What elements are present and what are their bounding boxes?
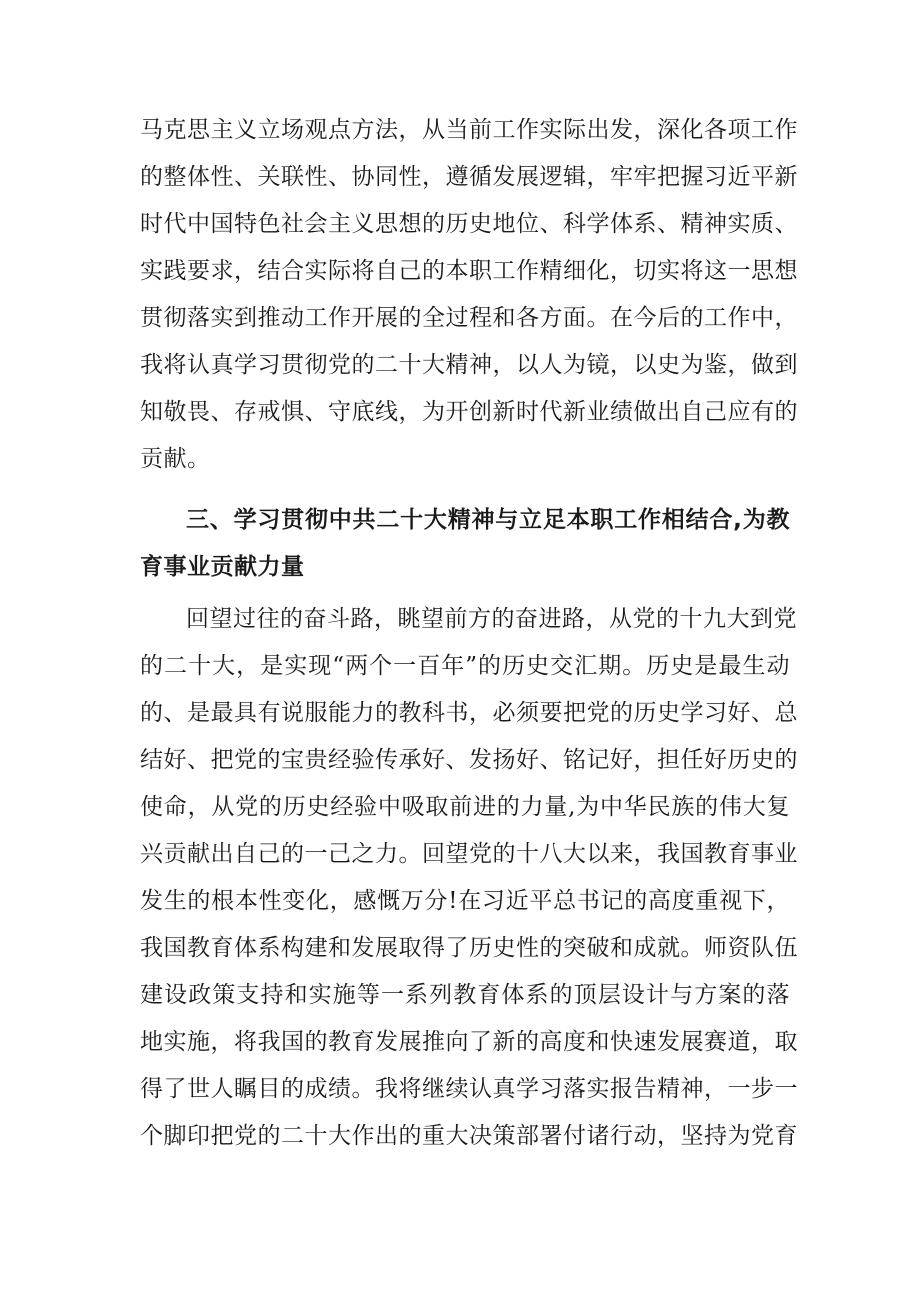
section-paragraph [140,596,798,1160]
paragraph-line: 结好、把党的宝贵经验传承好、发扬好、铭记好，担任好历史的 [140,747,798,773]
paragraph-line: 建设政策支持和实施等一系列教育体系的顶层设计与方案的落 [140,982,790,1008]
paragraph-line: 贯彻落实到推动工作开展的全过程和各方面。在今后的工作中， [140,305,798,331]
paragraph-line: 实践要求，结合实际将自己的本职工作精细化，切实将这一思想 [140,258,798,284]
paragraph-line: 的整体性、关联性、协同性，遵循发展逻辑，牢牢把握习近平新 [140,164,798,190]
paragraph-line: 使命，从党的历史经验中吸取前进的力量,为中华民族的伟大复 [140,794,790,820]
paragraph-continuation [140,107,798,483]
heading-line: 育事业贡献力量 [140,554,305,580]
paragraph-line: 我国教育体系构建和发展取得了历史性的突破和成就。师资队伍 [140,935,798,961]
paragraph-line: 时代中国特色社会主义思想的历史地位、科学体系、精神实质、 [140,211,798,237]
paragraph-line: 发生的根本性变化，感慨万分!在习近平总书记的高度重视下， [140,888,790,914]
paragraph-line: 马克思主义立场观点方法，从当前工作实际出发，深化各项工作 [140,117,798,143]
paragraph-line: 我将认真学习贯彻党的二十大精神，以人为镜，以史为鉴，做到 [140,352,798,378]
paragraph-line: 回望过往的奋斗路，眺望前方的奋进路，从党的十九大到党 [186,606,797,632]
paragraph-line: 个脚印把党的二十大作出的重大决策部署付诸行动，坚持为党育 [140,1123,798,1149]
paragraph-line: 的二十大，是实现“两个一百年”的历史交汇期。历史是最生动 [140,653,790,679]
paragraph-line: 的、是最具有说服能力的教科书，必须要把党的历史学习好、总 [140,700,798,726]
paragraph-line: 地实施，将我国的教育发展推向了新的高度和快速发展赛道，取 [140,1029,798,1055]
section-heading [140,497,790,591]
paragraph-line: 兴贡献出自己的一己之力。回望党的十八大以来，我国教育事业 [140,841,798,867]
paragraph-line: 得了世人瞩目的成绩。我将继续认真学习落实报告精神，一步一 [140,1076,798,1102]
paragraph-line: 知敬畏、存戒惧、守底线，为开创新时代新业绩做出自己应有的 [140,399,798,425]
heading-line: 三、学习贯彻中共二十大精神与立足本职工作相结合,为教 [186,507,790,533]
paragraph-line: 贡献。 [140,446,211,472]
